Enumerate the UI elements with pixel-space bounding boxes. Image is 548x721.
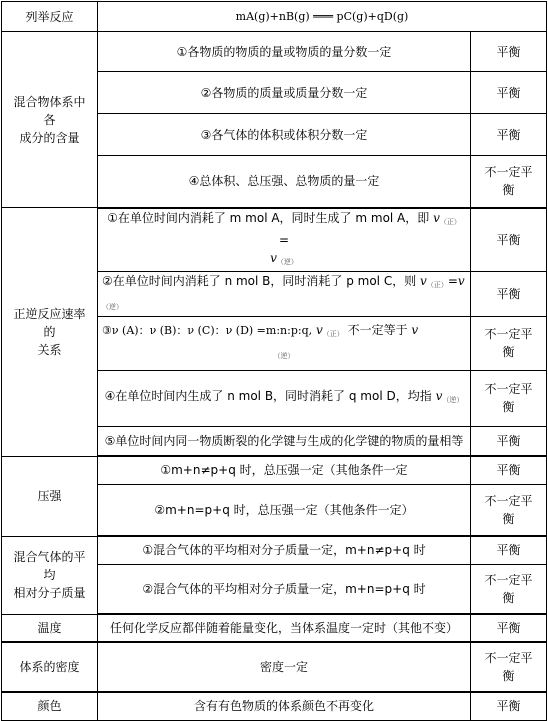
result-cell: 平衡 (471, 208, 547, 272)
criterion-text: ①混合气体的平均相对分子质量一定，m+n≠p+q 时 (98, 536, 471, 564)
criterion-text: ②各物质的质量或质量分数一定 (98, 72, 471, 114)
criterion-text: ④总体积、总压强、总物质的量一定 (98, 156, 471, 208)
section-title-molar-mass: 混合气体的平 均 相对分子质量 (2, 536, 98, 614)
criterion-text: ②m+n=p+q 时，总压强一定（其他条件一定） (98, 484, 471, 536)
header-label: 列举反应 (2, 2, 98, 32)
criterion-text: 含有有色物质的体系颜色不再变化 (98, 692, 471, 720)
result-cell: 不一定平 衡 (471, 484, 547, 536)
section-title-rate: 正逆反应速率 的 关系 (2, 208, 98, 457)
result-cell: 平衡 (471, 114, 547, 156)
criterion-text: ②在单位时间内消耗了 n mol B，同时消耗了 p mol C，则 $v_{(正)}=v_{(逆)}$ (98, 271, 471, 316)
criterion-text: 密度一定 (98, 642, 471, 692)
result-cell: 不一定平 衡 (471, 370, 547, 426)
table-row (2, 692, 547, 720)
reaction-equation: mA(g)+nB(g) ═══ pC(g)+qD(g) (98, 2, 547, 32)
criterion-text: ②混合气体的平均相对分子质量一定，m+n=p+q 时 (98, 564, 471, 614)
result-cell: 平衡 (471, 426, 547, 456)
table-row (2, 208, 547, 272)
equilibrium-criteria-table (1, 1, 547, 721)
result-cell: 不一定平 衡 (471, 316, 547, 370)
result-cell: 平衡 (471, 32, 547, 72)
result-cell: 平衡 (471, 536, 547, 564)
result-cell: 平衡 (471, 614, 547, 642)
table-row (2, 642, 547, 692)
section-title-color: 颜色 (2, 692, 98, 720)
criterion-text: ③各气体的体积或体积分数一定 (98, 114, 471, 156)
criterion-text: ⑤单位时间内同一物质断裂的化学键与生成的化学键的物质的量相等 (98, 426, 471, 456)
table-row (2, 32, 547, 72)
table-row (2, 536, 547, 564)
section-title-density: 体系的密度 (2, 642, 98, 692)
criterion-text: ①m+n≠p+q 时，总压强一定（其他条件一定 (98, 456, 471, 484)
result-cell: 平衡 (471, 692, 547, 720)
result-cell: 不一定平 衡 (471, 564, 547, 614)
criterion-text: ④在单位时间内生成了 n mol B，同时消耗了 q mol D，均指 $v_{(逆)}$ (98, 370, 471, 426)
criterion-text: ①各物质的物质的量或物质的量分数一定 (98, 32, 471, 72)
result-cell: 平衡 (471, 271, 547, 316)
section-title-content: 混合物体系中 各 成分的含量 (2, 32, 98, 208)
table-row (2, 614, 547, 642)
header-row (2, 2, 547, 32)
criterion-text: 任何化学反应都伴随着能量变化，当体系温度一定时（其他不变） (98, 614, 471, 642)
result-cell: 不一定平 衡 (471, 642, 547, 692)
criterion-text: ①在单位时间内消耗了 m mol A，同时生成了 m mol A，即 $v_{(正)}$ = $v_{(逆)}$ (98, 208, 471, 272)
result-cell: 平衡 (471, 456, 547, 484)
result-cell: 平衡 (471, 72, 547, 114)
criterion-text: ③ν (A)：ν (B)：ν (C)：ν (D) =m:n:p:q, $v_{(正)}$ 不一定等于 v $_{(逆)}$ (98, 316, 471, 370)
section-title-pressure: 压强 (2, 456, 98, 536)
section-title-temperature: 温度 (2, 614, 98, 642)
result-cell: 不一定平 衡 (471, 156, 547, 208)
table-row (2, 456, 547, 484)
